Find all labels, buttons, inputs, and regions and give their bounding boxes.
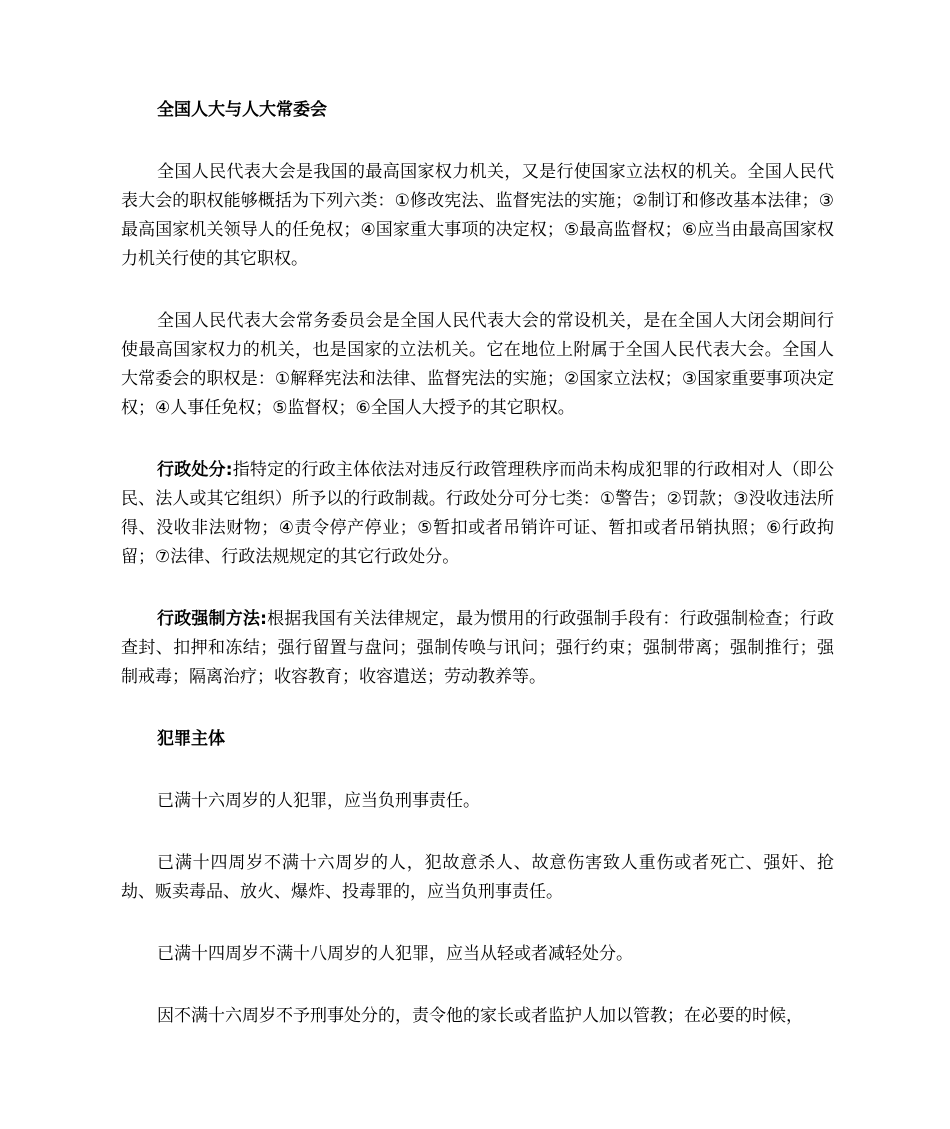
paragraph-npc-powers: 全国人民代表大会是我国的最高国家权力机关，又是行使国家立法权的机关。全国人民代表大会的职权能够概括为下列六类：①修改宪法、监督宪法的实施；②制订和修改基本法律；③最高国家机关领导人的任免权；④国家重大事项的决定权；⑤最高监督权；⑥应当由最高国家权力机关行使的其它职权。 (121, 162, 834, 269)
paragraph-age-14-16: 已满十四周岁不满十六周岁的人，犯故意杀人、故意伤害致人重伤或者死亡、强奸、抢劫、贩卖毒品、放火、爆炸、投毒罪的，应当负刑事责任。 (121, 853, 834, 902)
paragraph-admin-penalty (121, 456, 834, 572)
text-admin-enforcement: 根据我国有关法律规定，最为惯用的行政强制手段有：行政强制检查；行政查封、扣押和冻结；强行留置与盘问；强制传唤与讯问；强行约束；强制带离；强制推行；强制戒毒；隔离治疗；收容教育；收容遣送；劳动教养等。 (121, 609, 834, 687)
text-admin-penalty: 指特定的行政主体依法对违反行政管理秩序而尚未构成犯罪的行政相对人（即公民、法人或其它组织）所予以的行政制裁。行政处分可分七类：①警告；②罚款；③没收违法所得、没收非法财物；④责令停产停业；⑤暂扣或者吊销许可证、暂扣或者吊销执照；⑥行政拘留；⑦法律、行政法规规定的其它行政处分。 (121, 460, 834, 567)
document-page (121, 96, 834, 1031)
paragraph-admin-enforcement (121, 605, 834, 692)
paragraph-age-14-18: 已满十四周岁不满十八周岁的人犯罪，应当从轻或者减轻处分。 (157, 944, 633, 964)
paragraph-age-16: 已满十六周岁的人犯罪，应当负刑事责任。 (157, 791, 480, 811)
section-heading-crime-subject: 犯罪主体 (157, 729, 225, 749)
paragraph-npc-standing-committee: 全国人民代表大会常务委员会是全国人民代表大会的常设机关，是在全国人大闭会期间行使最高国家权力的机关，也是国家的立法机关。它在地位上附属于全国人民代表大会。全国人大常委会的职权是：①解释宪法和法律、监督宪法的实施；②国家立法权；③国家重要事项决定权；④人事任免权；⑤监督权；⑥全国人大授予的其它职权。 (121, 311, 834, 418)
section-heading-npc: 全国人大与人大常委会 (157, 100, 327, 120)
paragraph-under-16-custody: 因不满十六周岁不予刑事处分的，责令他的家长或者监护人加以管教；在必要的时候， (157, 1006, 803, 1026)
term-admin-penalty: 行政处分: (157, 460, 233, 480)
term-admin-enforcement: 行政强制方法: (157, 609, 267, 629)
